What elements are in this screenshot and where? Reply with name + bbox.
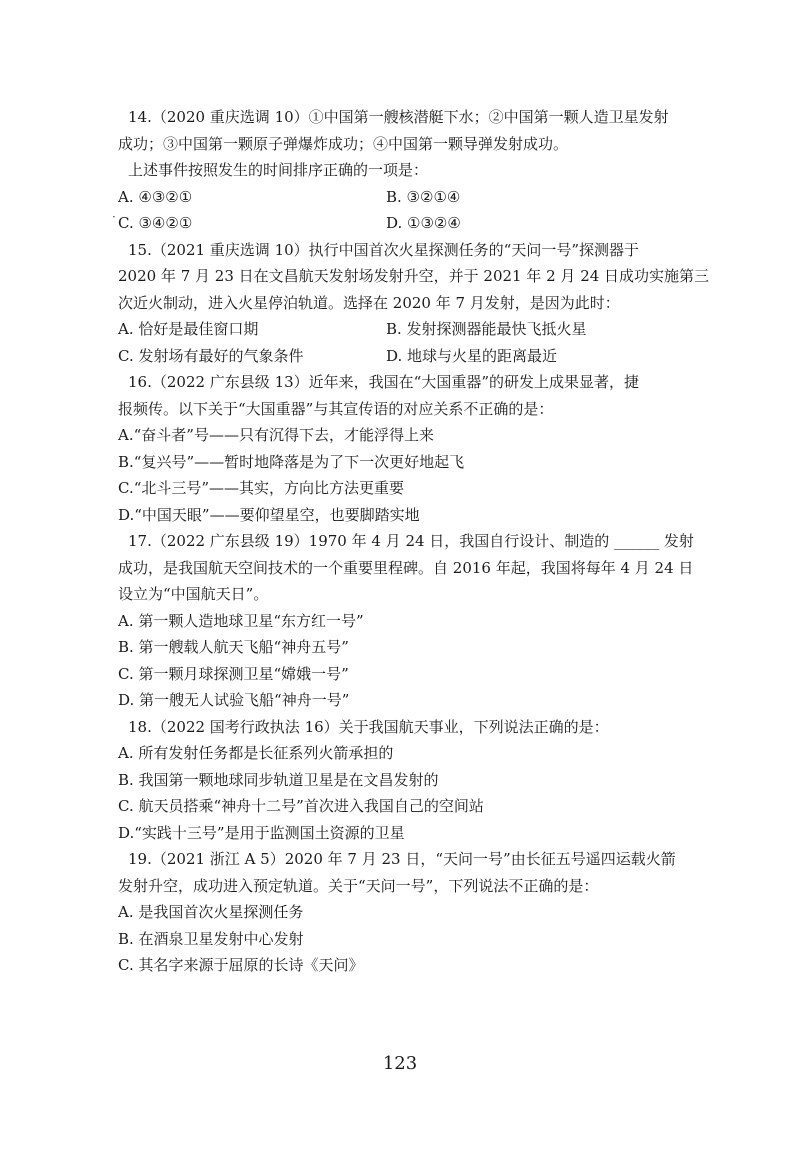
option-b[interactable]: B. ③②①④ xyxy=(386,187,461,206)
option-c[interactable]: C. 航天员搭乘“神舟十二号”首次进入我国自己的空间站 xyxy=(118,797,484,815)
option-d[interactable]: D.“中国天眼”——要仰望星空，也要脚踏实地 xyxy=(118,505,420,524)
page-number: 123 xyxy=(382,1053,418,1074)
question-18-stem-line-1: 18.（2022 国考行政执法 16）关于我国航天事业，下列说法正确的是： xyxy=(128,717,609,736)
question-17 xyxy=(118,528,718,714)
question-15-stem-line-2: 2020 年 7 月 23 日在文昌航天发射场发射升空，并于 2021 年 2 月 24 日成功实施第三 xyxy=(118,267,710,285)
scan-speck: · xyxy=(112,210,116,224)
option-c[interactable]: C.“北斗三号”——其实，方向比方法更重要 xyxy=(118,479,405,497)
option-b[interactable]: B. 发射探测器能最快飞抵火星 xyxy=(386,320,587,338)
question-16 xyxy=(118,369,718,528)
question-19-stem-line-2: 发射升空，成功进入预定轨道。关于“天问一号”，下列说法不正确的是： xyxy=(118,876,599,895)
option-d[interactable]: D. 地球与火星的距离最近 xyxy=(386,346,558,365)
options-row xyxy=(118,210,718,237)
option-a[interactable]: A. ④③②① xyxy=(118,187,193,206)
question-15-stem-line-1: 15.（2021 重庆选调 10）执行中国首次火星探测任务的“天问一号”探测器于 xyxy=(128,240,639,259)
question-19-stem-line-1: 19.（2021 浙江 A 5）2020 年 7 月 23 日，“天问一号”由长征五号遥四运载火箭 xyxy=(128,850,676,868)
options-row xyxy=(118,184,718,211)
option-b[interactable]: B. 我国第一颗地球同步轨道卫星是在文昌发射的 xyxy=(118,770,439,789)
question-15-stem-line-3: 次近火制动，进入火星停泊轨道。选择在 2020 年 7 月发射，是因为此时： xyxy=(118,293,620,312)
question-17-stem-line-2: 成功，是我国航天空间技术的一个重要里程碑。自 2016 年起，我国将每年 4 月 24 日 xyxy=(118,558,694,577)
option-d[interactable]: D. 第一艘无人试验飞船“神舟一号” xyxy=(118,691,350,709)
option-c[interactable]: C. 其名字来源于屈原的长诗《天问》 xyxy=(118,956,364,974)
option-b[interactable]: B. 在酒泉卫星发射中心发射 xyxy=(118,929,304,948)
option-a[interactable]: A. 所有发射任务都是长征系列火箭承担的 xyxy=(118,744,394,762)
option-c[interactable]: C. ③④②① xyxy=(118,214,193,232)
question-17-stem-line-3: 设立为“中国航天日”。 xyxy=(118,585,269,603)
option-d[interactable]: D.“实践十三号”是用于监测国土资源的卫星 xyxy=(118,823,405,842)
question-16-stem-line-1: 16.（2022 广东县级 13）近年来，我国在“大国重器”的研发上成果显著，捷 xyxy=(128,373,639,391)
question-17-stem-line-1: 17.（2022 广东县级 19）1970 年 4 月 24 日，我国自行设计、制造的 ______ 发射 xyxy=(128,532,694,550)
option-a[interactable]: A.“奋斗者”号——只有沉得下去，才能浮得上来 xyxy=(118,426,434,444)
option-c[interactable]: C. 第一颗月球探测卫星“嫦娥一号” xyxy=(118,664,349,683)
option-d[interactable]: D. ①③②④ xyxy=(386,214,461,232)
question-14-stem-line-1: 14.（2020 重庆选调 10）①中国第一艘核潜艇下水；②中国第一颗人造卫星发射 xyxy=(128,108,669,126)
question-15 xyxy=(118,237,718,370)
question-16-stem-line-2: 报频传。以下关于“大国重器”与其宣传语的对应关系不正确的是： xyxy=(118,399,554,418)
options-row xyxy=(118,343,718,370)
question-18 xyxy=(118,714,718,847)
option-a[interactable]: A. 恰好是最佳窗口期 xyxy=(118,320,259,338)
question-14 xyxy=(118,104,718,237)
options-row xyxy=(118,316,718,343)
question-14-stem-line-2: 成功；③中国第一颗原子弹爆炸成功；④中国第一颗导弹发射成功。 xyxy=(118,134,569,153)
option-a[interactable]: A. 第一颗人造地球卫星“东方红一号” xyxy=(118,611,364,630)
option-a[interactable]: A. 是我国首次火星探测任务 xyxy=(118,903,304,921)
option-c[interactable]: C. 发射场有最好的气象条件 xyxy=(118,346,304,365)
question-list xyxy=(118,104,718,979)
option-b[interactable]: B.“复兴号”——暂时地降落是为了下一次更好地起飞 xyxy=(118,452,465,471)
question-19 xyxy=(118,846,718,979)
question-14-stem-line-3: 上述事件按照发生的时间排序正确的一项是： xyxy=(128,161,429,179)
option-b[interactable]: B. 第一艘载人航天飞船“神舟五号” xyxy=(118,638,349,656)
